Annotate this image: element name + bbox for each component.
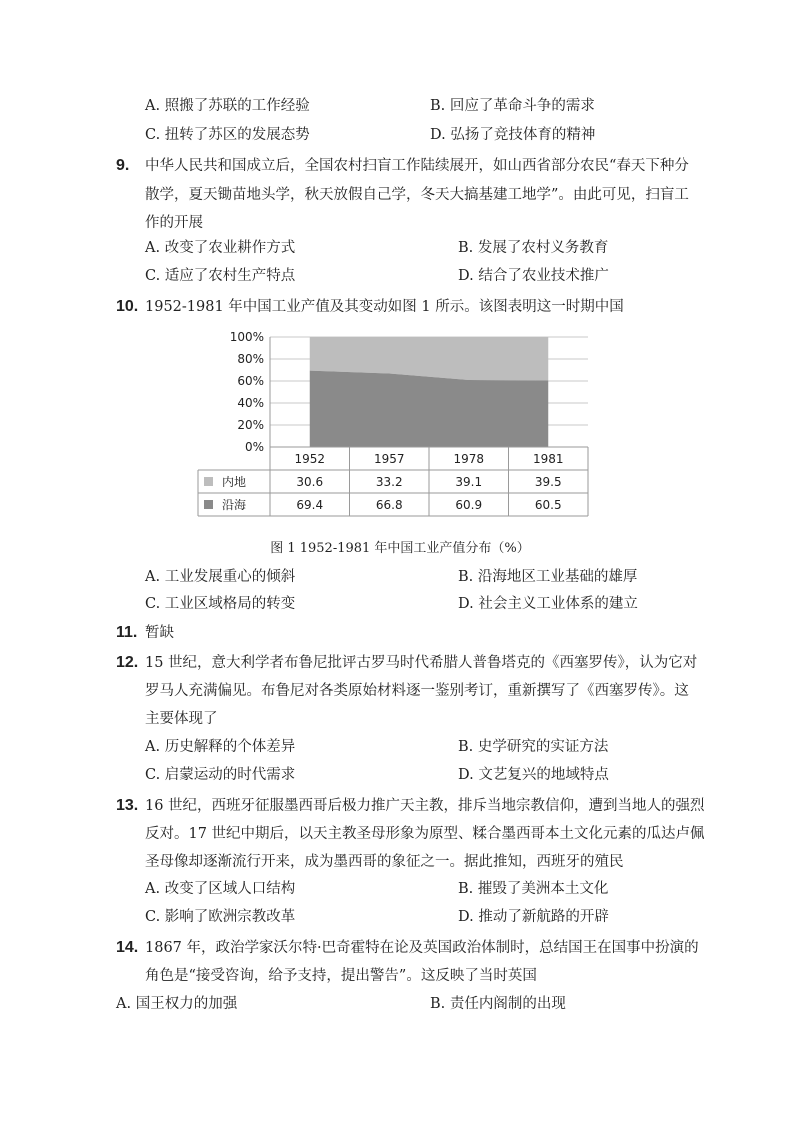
q9-line-3: 作的开展 [145, 215, 203, 231]
q13-number: 13. [116, 797, 139, 814]
data-value-label: 69.4 [296, 498, 324, 512]
area-coastal [310, 371, 549, 447]
q12-option-b: B. 史学研究的实证方法 [458, 739, 609, 755]
q9-option-d: D. 结合了农业技术推广 [458, 268, 609, 284]
x-category-label: 1981 [532, 452, 564, 466]
industry-distribution-chart [222, 330, 590, 516]
q10-option-b: B. 沿海地区工业基础的雄厚 [458, 569, 638, 585]
q9-option-c: C. 适应了农村生产特点 [145, 268, 296, 284]
q12-option-a: A. 历史解释的个体差异 [145, 739, 296, 755]
legend-series-name: 内地 [222, 475, 247, 489]
q13-option-a: A. 改变了区域人口结构 [145, 881, 296, 897]
chart-data-table [204, 452, 564, 512]
q14-option-a: A. 国王权力的加强 [116, 996, 238, 1012]
q12-number: 12. [116, 654, 139, 671]
q8-option-a: A. 照搬了苏联的工作经验 [145, 98, 310, 114]
x-category-label: 1957 [373, 452, 405, 466]
data-value-label: 39.1 [455, 475, 483, 489]
q10-option-a: A. 工业发展重心的倾斜 [145, 569, 296, 585]
y-tick-label: 80% [237, 352, 264, 366]
data-value-label: 66.8 [375, 498, 403, 512]
q13-line-1: 16 世纪，西班牙征服墨西哥后极力推广天主教，排斥当地宗教信仰，遭到当地人的强烈 [145, 798, 705, 814]
q14-number: 14. [116, 939, 139, 956]
q14-line-2: 角色是“接受咨询，给予支持，提出警告”。这反映了当时英国 [145, 968, 537, 984]
q12-option-c: C. 启蒙运动的时代需求 [145, 767, 296, 783]
q14-option-b: B. 责任内阁制的出现 [430, 996, 566, 1012]
q11-number: 11. [116, 624, 138, 641]
q13-line-3: 圣母像却逐渐流行开来，成为墨西哥的象征之一。据此推知，西班牙的殖民 [145, 854, 624, 870]
y-tick-label: 0% [244, 440, 264, 454]
q13-option-c: C. 影响了欧洲宗教改革 [145, 909, 296, 925]
y-tick-label: 60% [237, 374, 264, 388]
q9-number: 9. [116, 157, 130, 174]
chart-area-series [310, 337, 549, 447]
data-value-label: 60.5 [534, 498, 562, 512]
q9-option-a: A. 改变了农业耕作方式 [145, 240, 296, 256]
q8-option-c: C. 扭转了苏区的发展态势 [145, 127, 310, 143]
legend-swatch [204, 477, 213, 486]
x-category-label: 1952 [294, 452, 326, 466]
q8-option-d: D. 弘扬了竞技体育的精神 [430, 127, 596, 143]
q12-line-3: 主要体现了 [145, 711, 218, 727]
q13-line-2: 反对。17 世纪中期后，以天主教圣母形象为原型、糅合墨西哥本土文化元素的瓜达卢佩 [145, 826, 705, 842]
q11-text: 暂缺 [145, 625, 174, 641]
y-tick-label: 20% [237, 418, 264, 432]
data-value-label: 39.5 [534, 475, 562, 489]
chart-y-tick-labels [230, 330, 264, 454]
q13-option-d: D. 推动了新航路的开辟 [458, 909, 609, 925]
data-value-label: 33.2 [375, 475, 403, 489]
q10-number: 10. [116, 298, 139, 315]
data-value-label: 60.9 [455, 498, 483, 512]
q9-line-1: 中华人民共和国成立后，全国农村扫盲工作陆续展开，如山西省部分农民“春天下种分 [145, 158, 689, 174]
q12-option-d: D. 文艺复兴的地域特点 [458, 767, 609, 783]
y-tick-label: 40% [237, 396, 264, 410]
q13-option-b: B. 摧毁了美洲本土文化 [458, 881, 609, 897]
q12-line-1: 15 世纪，意大利学者布鲁尼批评古罗马时代希腊人普鲁塔克的《西塞罗传》，认为它对 [145, 655, 698, 671]
q12-line-2: 罗马人充满偏见。布鲁尼对各类原始材料逐一鉴别考订，重新撰写了《西塞罗传》。这 [145, 683, 689, 699]
figure-caption: 图 1 1952-1981 年中国工业产值分布（%） [270, 541, 530, 556]
q9-option-b: B. 发展了农村义务教育 [458, 240, 609, 256]
q10-option-d: D. 社会主义工业体系的建立 [458, 596, 638, 612]
q9-line-2: 散学，夏天锄苗地头学，秋天放假自己学，冬天大搞基建工地学”。由此可见，扫盲工 [145, 187, 689, 203]
q10-option-c: C. 工业区域格局的转变 [145, 596, 296, 612]
q10-line-1: 1952-1981 年中国工业产值及其变动如图 1 所示。该图表明这一时期中国 [145, 299, 624, 315]
legend-series-name: 沿海 [222, 498, 247, 512]
y-tick-label: 100% [229, 330, 264, 344]
data-value-label: 30.6 [296, 475, 324, 489]
q14-line-1: 1867 年，政治学家沃尔特·巴奇霍特在论及英国政治体制时，总结国王在国事中扮演的 [145, 940, 699, 956]
legend-swatch [204, 500, 213, 509]
q8-option-b: B. 回应了革命斗争的需求 [430, 98, 595, 114]
x-category-label: 1978 [453, 452, 485, 466]
